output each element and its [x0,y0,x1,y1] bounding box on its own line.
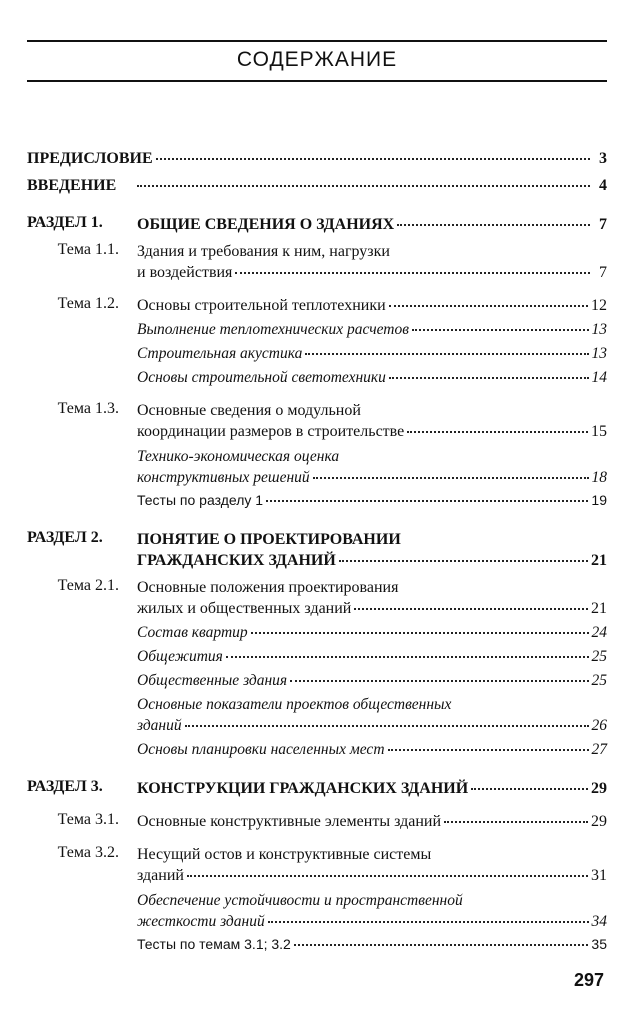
table-of-contents [27,148,607,955]
leader-dots [305,353,588,355]
leader-dots [388,749,589,751]
leader-dots [412,329,589,331]
entry-page: 34 [591,913,607,930]
toc-section-2[interactable] [27,529,607,571]
subtopic-title: Общежития [137,648,223,665]
topic-title-line2: и воздействия [137,264,233,281]
leader-dots [235,272,590,274]
leader-dots [290,680,588,682]
section-title-line1: ПОНЯТИЕ О ПРОЕКТИРОВАНИИ [137,531,401,548]
topic-label: Тема 1.2. [57,295,119,312]
topic-title: Основы строительной теплотехники [137,297,386,314]
subtopic-title-line2: конструктивных решений [137,469,310,486]
topic-label: Тема 3.2. [57,844,119,861]
entry-page: 13 [591,345,607,362]
entry-page: 26 [591,717,607,734]
subtopic-title: Состав квартир [137,624,248,641]
entry-page: 35 [591,936,607,952]
entry-page: 21 [591,600,607,617]
entry-page: 25 [591,672,607,689]
entry-page: 29 [591,813,607,830]
subtopic-title-line1: Основные показатели проектов общественных [137,696,452,713]
entry-page: 29 [591,780,607,797]
subtopic-title: Строительная акустика [137,345,303,362]
subtopic-title: Выполнение теплотехнических расчетов [137,321,409,338]
tests-title: Тесты по разделу 1 [137,492,264,508]
topic-title-line2: жилых и общественных зданий [137,600,352,617]
leader-dots [389,377,589,379]
entry-page: 25 [591,648,607,665]
toc-topic-1-2[interactable] [27,295,607,388]
section-title-line2: ГРАЖДАНСКИХ ЗДАНИЙ [137,552,336,569]
topic-title-line1: Основные положения проектирования [137,579,399,596]
toc-entry-preface[interactable] [27,148,607,169]
toc-topic-1-1[interactable] [27,241,607,283]
leader-dots [251,632,589,634]
toc-entry-intro[interactable] [27,175,607,196]
leader-dots [185,725,589,727]
section-label: РАЗДЕЛ 3. [27,778,103,795]
entry-page: 15 [591,423,607,440]
leader-dots [156,158,590,160]
leader-dots [397,224,590,226]
topic-title: Основные конструктивные элементы зданий [137,813,442,830]
leader-dots [471,788,588,790]
entry-page: 18 [591,469,607,486]
toc-topic-3-1[interactable] [27,811,607,832]
entry-page: 19 [591,492,607,508]
topic-title-line2: зданий [137,867,184,884]
leader-dots [266,500,588,502]
topic-label: Тема 1.1. [57,241,119,258]
entry-page: 24 [591,624,607,641]
subtopic-title-line1: Обеспечение устойчивости и пространственной [137,892,463,909]
entry-title: ВВЕДЕНИЕ [27,177,117,194]
entry-page: 13 [591,321,607,338]
section-title: ОБЩИЕ СВЕДЕНИЯ О ЗДАНИЯХ [137,216,395,233]
toc-topic-3-2[interactable] [27,844,607,955]
topic-label: Тема 2.1. [57,577,119,594]
toc-topic-2-1[interactable] [27,577,607,760]
page-title: СОДЕРЖАНИЕ [236,48,398,71]
entry-page: 3 [599,150,607,167]
topic-label: Тема 1.3. [57,400,119,417]
leader-dots [187,875,588,877]
entry-page: 31 [591,867,607,884]
section-title: КОНСТРУКЦИИ ГРАЖДАНСКИХ ЗДАНИЙ [137,780,469,797]
topic-title-line1: Несущий остов и конструктивные системы [137,846,432,863]
entry-page: 12 [591,297,607,314]
header-box [27,40,607,82]
toc-section-3[interactable] [27,778,607,799]
leader-dots [137,185,590,187]
page-number: 297 [573,970,604,990]
entry-page: 4 [599,177,607,194]
leader-dots [226,656,589,658]
section-label: РАЗДЕЛ 1. [27,214,103,231]
leader-dots [294,944,589,946]
leader-dots [444,821,588,823]
entry-title: ПРЕДИСЛОВИЕ [27,150,153,167]
leader-dots [339,560,588,562]
entry-page: 14 [591,369,607,386]
entry-page: 21 [591,552,607,569]
subtopic-title-line2: жесткости зданий [137,913,265,930]
leader-dots [268,921,589,923]
entry-page: 7 [599,264,607,281]
leader-dots [354,608,588,610]
toc-section-1[interactable] [27,214,607,235]
topic-title-line2: координации размеров в строительстве [137,423,405,440]
leader-dots [407,431,588,433]
entry-page: 7 [599,216,607,233]
section-label: РАЗДЕЛ 2. [27,529,103,546]
subtopic-title-line2: зданий [137,717,182,734]
subtopic-title: Общественные здания [137,672,288,689]
entry-page: 27 [591,741,607,758]
topic-title-line1: Здания и требования к ним, нагрузки [137,243,390,260]
toc-topic-1-3[interactable] [27,400,607,511]
tests-title: Тесты по темам 3.1; 3.2 [137,936,291,952]
subtopic-title-line1: Технико-экономическая оценка [137,448,340,465]
subtopic-title: Основы строительной светотехники [137,369,386,386]
subtopic-title: Основы планировки населенных мест [137,741,385,758]
leader-dots [313,477,589,479]
leader-dots [389,305,588,307]
topic-title-line1: Основные сведения о модульной [137,402,361,419]
topic-label: Тема 3.1. [57,811,119,828]
